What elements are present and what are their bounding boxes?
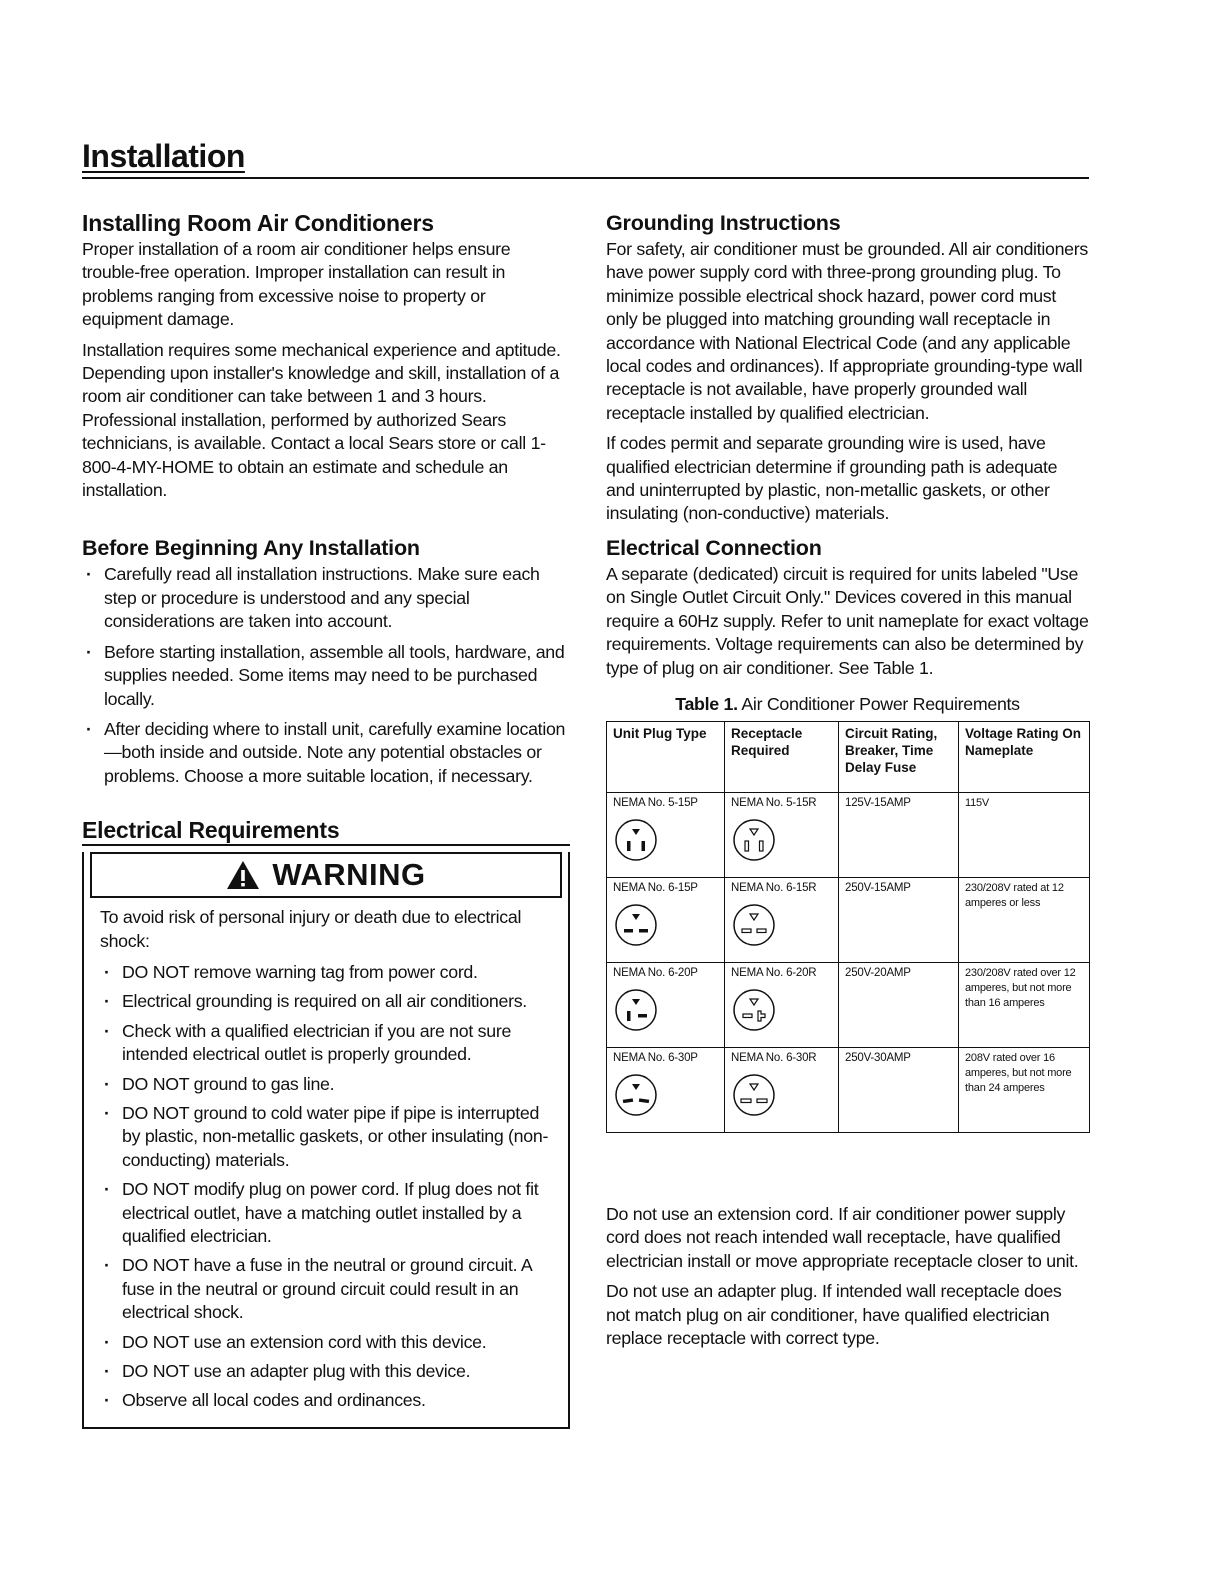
connection-paragraph: A separate (dedicated) circuit is required for units labeled "Use on Single Outlet Circuit Only." Devices covered in this manual require a 60Hz supply. Refer to unit nameplate for exact voltage requirements. Voltage requirements can also be determined by type of plug on air conditioner. See Table 1.: [606, 563, 1089, 678]
installing-paragraph-2: Installation requires some mechanical experience and aptitude. Depending upon installer's knowledge and skill, installation of a room air conditioner can take between 1 and 3 hours. Professional installation, performed by authorized Sears technicians, is available. Contact a local Sears store or call 1-800-4-MY-HOME to obtain an estimate and schedule an installation.: [82, 339, 561, 501]
receptacle-type: NEMA No. 6-15R: [731, 881, 817, 894]
table-cell: 115V: [959, 792, 1090, 877]
table-caption-number: Table 1.: [675, 693, 738, 714]
table-row: [607, 792, 1090, 877]
table-caption: [606, 694, 1089, 715]
title-rule: [82, 177, 1089, 179]
power-requirements-table: [606, 721, 1090, 1133]
nema-5-15p-plug-icon: [613, 817, 659, 863]
left-column: [82, 210, 570, 1429]
plug-type: NEMA No. 6-30P: [613, 1051, 698, 1064]
receptacle-type: NEMA No. 6-30R: [731, 1051, 817, 1064]
table-caption-text: Air Conditioner Power Requirements: [737, 693, 1020, 714]
warning-box: [82, 852, 570, 1429]
table-cell: [725, 792, 839, 877]
list-item: · DO NOT use an adapter plug with this device.: [100, 1360, 556, 1383]
receptacle-type: NEMA No. 6-20R: [731, 966, 817, 979]
list-item: · DO NOT ground to cold water pipe if pipe is interrupted by plastic, non-metallic gaskets, or other insulating (non-conducting) materials.: [100, 1102, 556, 1172]
table-cell: 230/208V rated over 12 amperes, but not more than 16 amperes: [959, 962, 1090, 1047]
warning-list: [100, 961, 556, 1413]
list-item: · DO NOT modify plug on power cord. If plug does not fit electrical outlet, have a matching outlet installed by a qualified electrician.: [100, 1178, 556, 1248]
table-row: [607, 1047, 1090, 1132]
list-item: · DO NOT ground to gas line.: [100, 1073, 556, 1096]
table-cell: [725, 1047, 839, 1132]
nema-6-30r-receptacle-icon: [731, 1072, 777, 1118]
table-cell: 250V-20AMP: [839, 962, 959, 1047]
table-row: [607, 962, 1090, 1047]
list-item: · DO NOT use an extension cord with this device.: [100, 1331, 556, 1354]
nema-6-20p-plug-icon: [613, 987, 659, 1033]
grounding-paragraph-1: For safety, air conditioner must be grounded. All air conditioners have power supply cord with three-prong grounding plug. To minimize possible electrical shock hazard, power cord must only be plugged into matching grounding wall receptacle in accordance with National Electrical Code (and any applicable local codes and ordinances). If appropriate grounding-type wall receptacle is not available, have properly grounded wall receptacle installed by qualified electrician.: [606, 239, 1088, 423]
page-title: Installation: [82, 138, 245, 174]
receptacle-type: NEMA No. 5-15R: [731, 796, 817, 809]
table-header-cell: Unit Plug Type: [607, 721, 725, 792]
list-item: · Observe all local codes and ordinances.: [100, 1389, 556, 1412]
extension-cord-paragraph: Do not use an extension cord. If air conditioner power supply cord does not reach intended wall receptacle, have qualified electrician install or move appropriate receptacle closer to unit.: [606, 1203, 1079, 1271]
table-cell: [725, 962, 839, 1047]
list-item: · Check with a qualified electrician if you are not sure intended electrical outlet is properly grounded.: [100, 1020, 556, 1067]
warning-label: WARNING: [272, 857, 426, 893]
list-item: · DO NOT have a fuse in the neutral or ground circuit. A fuse in the neutral or ground circuit could result in an electrical shock.: [100, 1254, 556, 1324]
table-header-row: [607, 721, 1090, 792]
list-item: · Before starting installation, assemble all tools, hardware, and supplies needed. Some items may need to be purchased locally.: [82, 641, 570, 711]
table-header-cell: Receptacle Required: [725, 721, 839, 792]
table-cell: [607, 877, 725, 962]
table-cell: [607, 1047, 725, 1132]
nema-6-30p-plug-icon: [613, 1072, 659, 1118]
installing-heading: Installing Room Air Conditioners: [82, 210, 434, 236]
table-cell: [607, 962, 725, 1047]
grounding-paragraph-2: If codes permit and separate grounding wire is used, have qualified electrician determine if grounding path is adequate and uninterrupted by plastic, non-metallic gaskets, or other insulating (non-conductive) materials.: [606, 433, 1058, 524]
table-row: [607, 877, 1090, 962]
installing-paragraph-1: Proper installation of a room air conditioner helps ensure trouble-free operation. Improper installation can result in problems ranging from excessive noise to property or equipment damage.: [82, 239, 511, 330]
warning-intro: To avoid risk of personal injury or death due to electrical shock:: [100, 907, 522, 951]
plug-type: NEMA No. 5-15P: [613, 796, 698, 809]
warning-triangle-icon: [226, 860, 260, 890]
nema-5-15r-receptacle-icon: [731, 817, 777, 863]
table-cell: 230/208V rated at 12 amperes or less: [959, 877, 1090, 962]
right-column: [606, 210, 1089, 1357]
table-header-cell: Voltage Rating On Nameplate: [959, 721, 1090, 792]
table-cell: [607, 792, 725, 877]
grounding-heading: Grounding Instructions: [606, 211, 841, 235]
electrical-heading: Electrical Requirements: [82, 817, 570, 846]
list-item: · Carefully read all installation instructions. Make sure each step or procedure is understood and any special considerations are taken into account.: [82, 563, 570, 633]
table-cell: 208V rated over 16 amperes, but not more than 24 amperes: [959, 1047, 1090, 1132]
nema-6-15r-receptacle-icon: [731, 902, 777, 948]
list-item: · After deciding where to install unit, carefully examine location—both inside and outside. Note any potential obstacles or problems. Choose a more suitable location, if necessary.: [82, 718, 570, 788]
plug-type: NEMA No. 6-15P: [613, 881, 698, 894]
plug-type: NEMA No. 6-20P: [613, 966, 698, 979]
nema-6-15p-plug-icon: [613, 902, 659, 948]
table-cell: 250V-15AMP: [839, 877, 959, 962]
table-cell: [725, 877, 839, 962]
connection-heading: Electrical Connection: [606, 535, 822, 560]
list-item: · DO NOT remove warning tag from power cord.: [100, 961, 556, 984]
table-cell: 250V-30AMP: [839, 1047, 959, 1132]
list-item: · Electrical grounding is required on all air conditioners.: [100, 990, 556, 1013]
warning-banner: [90, 852, 562, 898]
nema-6-20r-receptacle-icon: [731, 987, 777, 1033]
before-heading: Before Beginning Any Installation: [82, 536, 420, 561]
before-list: [82, 563, 570, 788]
table-header-cell: Circuit Rating, Breaker, Time Delay Fuse: [839, 721, 959, 792]
adapter-plug-paragraph: Do not use an adapter plug. If intended wall receptacle does not match plug on air conditioner, have qualified electrician replace receptacle with correct type.: [606, 1281, 1062, 1348]
table-cell: 125V-15AMP: [839, 792, 959, 877]
